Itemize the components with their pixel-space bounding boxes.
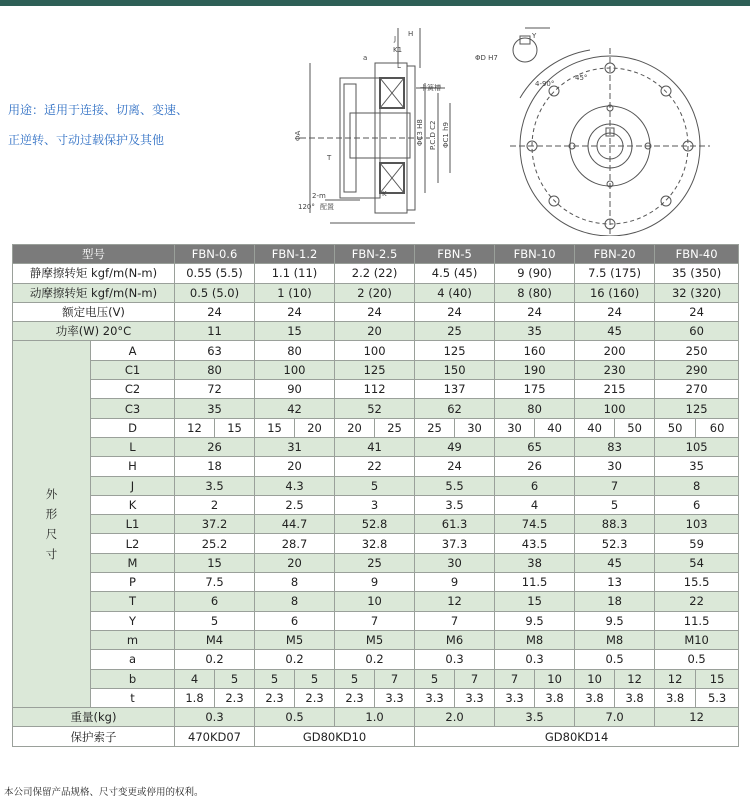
table-cell: 175 <box>495 380 575 399</box>
table-cell: 0.2 <box>335 650 415 669</box>
table-cell: 83 <box>575 437 655 456</box>
table-cell: 0.5 (5.0) <box>175 283 255 302</box>
table-cell: 3.5 <box>415 495 495 514</box>
table-cell: 35 <box>655 457 739 476</box>
dimension-label: Y <box>91 611 175 630</box>
table-cell: 25.2 <box>175 534 255 553</box>
table-row-collar <box>13 727 739 746</box>
table-cell: 3.5 <box>495 708 575 727</box>
table-cell: 12 <box>655 669 696 688</box>
table-cell: 5 <box>335 476 415 495</box>
table-cell: 43.5 <box>495 534 575 553</box>
table-cell: 22 <box>655 592 739 611</box>
table-cell: 0.5 <box>255 708 335 727</box>
table-cell: 74.5 <box>495 515 575 534</box>
table-row <box>13 650 739 669</box>
dimension-group-char: 外 <box>45 487 58 502</box>
table-cell: 37.2 <box>175 515 255 534</box>
table-cell: 62 <box>415 399 495 418</box>
table-cell: 190 <box>495 360 575 379</box>
table-cell: 0.5 <box>575 650 655 669</box>
table-cell: 88.3 <box>575 515 655 534</box>
table-row <box>13 534 739 553</box>
dimension-group-char: 寸 <box>45 547 58 562</box>
table-cell: M5 <box>255 630 335 649</box>
dimension-group-char: 形 <box>45 507 58 522</box>
header-col: FBN-5 <box>415 245 495 264</box>
table-cell: 1.0 <box>335 708 415 727</box>
table-cell: 7.5 <box>175 573 255 592</box>
table-cell: 105 <box>655 437 739 456</box>
header-col: FBN-0.6 <box>175 245 255 264</box>
drawing-label-D: ΦD H7 <box>475 54 498 62</box>
table-cell: 125 <box>655 399 739 418</box>
dimension-label: P <box>91 573 175 592</box>
table-cell: 2.3 <box>255 688 295 707</box>
table-cell: 3.3 <box>415 688 455 707</box>
table-cell: 112 <box>335 380 415 399</box>
table-cell: 38 <box>495 553 575 572</box>
table-cell: 32.8 <box>335 534 415 553</box>
row-label: 静摩擦转矩 kgf/m(N-m) <box>13 264 175 283</box>
table-cell: 9.5 <box>495 611 575 630</box>
table-row <box>13 573 739 592</box>
table-cell: 0.3 <box>415 650 495 669</box>
table-cell: 7.5 (175) <box>575 264 655 283</box>
table-cell: 20 <box>335 322 415 341</box>
table-cell: 65 <box>495 437 575 456</box>
header-col: FBN-40 <box>655 245 739 264</box>
table-cell: GD80KD14 <box>415 727 739 746</box>
table-cell: 41 <box>335 437 415 456</box>
technical-drawings <box>270 8 750 236</box>
table-row <box>13 418 739 437</box>
table-cell: 11.5 <box>495 573 575 592</box>
table-row <box>13 495 739 514</box>
table-cell: 24 <box>335 302 415 321</box>
table-cell: 26 <box>495 457 575 476</box>
drawing-label-Y: Y <box>532 32 537 40</box>
table-cell: 7 <box>495 669 535 688</box>
table-cell: 10 <box>535 669 575 688</box>
table-cell: 160 <box>495 341 575 360</box>
table-cell: 45 <box>575 553 655 572</box>
table-cell: 137 <box>415 380 495 399</box>
table-row <box>13 380 739 399</box>
table-cell: 3.3 <box>375 688 415 707</box>
table-cell: 4 <box>495 495 575 514</box>
table-cell: 5 <box>415 669 455 688</box>
table-cell: 7.0 <box>575 708 655 727</box>
table-cell: 31 <box>255 437 335 456</box>
dimension-label: K <box>91 495 175 514</box>
front-view-drawing <box>510 28 710 236</box>
table-cell: 3.8 <box>575 688 615 707</box>
table-cell: 15 <box>495 592 575 611</box>
table-cell: 52 <box>335 399 415 418</box>
footer-note: 本公司保留产品规格、尺寸变更或停用的权利。 <box>4 787 204 798</box>
table-row <box>13 283 739 302</box>
table-cell: 24 <box>575 302 655 321</box>
dimension-label: C2 <box>91 380 175 399</box>
table-cell: 52.3 <box>575 534 655 553</box>
table-cell: 25 <box>415 322 495 341</box>
table-cell: 9 <box>415 573 495 592</box>
table-cell: 6 <box>255 611 335 630</box>
table-cell: 2 (20) <box>335 283 415 302</box>
table-cell: 20 <box>335 418 375 437</box>
drawing-label-45: 45° <box>575 74 588 82</box>
spec-table-body <box>13 245 739 747</box>
row-label: 保护索子 <box>13 727 175 746</box>
drawing-label-circlip: 卡簧槽 <box>420 84 441 92</box>
dimension-label: L1 <box>91 515 175 534</box>
table-cell: 52.8 <box>335 515 415 534</box>
table-cell: 100 <box>255 360 335 379</box>
table-cell: 44.7 <box>255 515 335 534</box>
table-cell: 20 <box>295 418 335 437</box>
table-row <box>13 264 739 283</box>
table-header-row <box>13 245 739 264</box>
table-cell: 40 <box>535 418 575 437</box>
table-cell: 0.2 <box>175 650 255 669</box>
table-cell: 290 <box>655 360 739 379</box>
header-col: FBN-10 <box>495 245 575 264</box>
table-cell: 24 <box>415 457 495 476</box>
table-cell: 49 <box>415 437 495 456</box>
table-cell: 12 <box>615 669 655 688</box>
table-cell: 2.2 (22) <box>335 264 415 283</box>
table-row-weight <box>13 708 739 727</box>
drawing-label-T: T <box>327 154 332 162</box>
table-cell: 3.3 <box>455 688 495 707</box>
table-cell: 1.1 (11) <box>255 264 335 283</box>
table-cell: 45 <box>575 322 655 341</box>
table-cell: 2.3 <box>335 688 375 707</box>
table-cell: 2.3 <box>215 688 255 707</box>
table-cell: 9.5 <box>575 611 655 630</box>
table-cell: 2.0 <box>415 708 495 727</box>
table-cell: 20 <box>255 457 335 476</box>
table-row <box>13 399 739 418</box>
table-cell: 1.8 <box>175 688 215 707</box>
table-cell: 6 <box>175 592 255 611</box>
table-cell: 8 <box>655 476 739 495</box>
drawing-label-a: a <box>363 54 368 62</box>
header-model: 型号 <box>13 245 175 264</box>
table-cell: 5 <box>215 669 255 688</box>
table-cell: 80 <box>495 399 575 418</box>
header-col: FBN-2.5 <box>335 245 415 264</box>
table-cell: 8 (80) <box>495 283 575 302</box>
table-cell: 80 <box>175 360 255 379</box>
table-cell: 60 <box>696 418 739 437</box>
table-cell: 5 <box>575 495 655 514</box>
table-cell: 30 <box>575 457 655 476</box>
drawing-label-c1: ΦC1 h9 <box>442 122 450 148</box>
table-row <box>13 669 739 688</box>
table-row <box>13 437 739 456</box>
table-cell: 12 <box>175 418 215 437</box>
table-cell: 24 <box>255 302 335 321</box>
table-cell: 24 <box>495 302 575 321</box>
table-cell: 0.5 <box>655 650 739 669</box>
table-cell: 50 <box>615 418 655 437</box>
drawing-label-c3: ΦC3 H8 <box>416 119 424 146</box>
dimension-label: L <box>91 437 175 456</box>
table-row <box>13 476 739 495</box>
table-cell: 26 <box>175 437 255 456</box>
drawing-label-K1: K1 <box>393 46 403 54</box>
table-cell: 25 <box>415 418 455 437</box>
drawing-label-phiA: ΦA <box>294 130 302 141</box>
table-row <box>13 592 739 611</box>
table-cell: 37.3 <box>415 534 495 553</box>
table-cell: M10 <box>655 630 739 649</box>
table-cell: 28.7 <box>255 534 335 553</box>
dimension-label: m <box>91 630 175 649</box>
dimension-group-char: 尺 <box>45 527 58 542</box>
table-cell: 4 (40) <box>415 283 495 302</box>
dimension-label: t <box>91 688 175 707</box>
dimension-label: C1 <box>91 360 175 379</box>
table-cell: 4.5 (45) <box>415 264 495 283</box>
table-cell: 100 <box>335 341 415 360</box>
table-cell: 0.3 <box>495 650 575 669</box>
table-cell: 4.3 <box>255 476 335 495</box>
table-cell: 15 <box>255 322 335 341</box>
table-cell: 10 <box>575 669 615 688</box>
table-cell: 3.8 <box>535 688 575 707</box>
usage-line-1: 用途：适用于连接、切离、变速、 <box>8 103 189 117</box>
table-cell: 30 <box>495 418 535 437</box>
dimension-label: T <box>91 592 175 611</box>
table-cell: 4 <box>175 669 215 688</box>
table-cell: 24 <box>655 302 739 321</box>
table-cell: M4 <box>175 630 255 649</box>
table-cell: 15 <box>215 418 255 437</box>
table-cell: 8 <box>255 592 335 611</box>
drawing-label-L: L <box>397 62 401 70</box>
table-row <box>13 322 739 341</box>
table-cell: 7 <box>415 611 495 630</box>
table-cell: 12 <box>655 708 739 727</box>
table-cell: 3.3 <box>495 688 535 707</box>
table-cell: 9 <box>335 573 415 592</box>
table-cell: 2 <box>175 495 255 514</box>
table-cell: 5 <box>295 669 335 688</box>
table-cell: 16 (160) <box>575 283 655 302</box>
table-cell: 215 <box>575 380 655 399</box>
dimension-group-label <box>13 341 91 708</box>
drawing-label-4x90: 4-90° <box>535 80 555 88</box>
table-cell: 5.5 <box>415 476 495 495</box>
table-cell: 5.3 <box>696 688 739 707</box>
drawing-label-K: K <box>382 190 387 198</box>
table-cell: 50 <box>655 418 696 437</box>
table-cell: 270 <box>655 380 739 399</box>
table-cell: 125 <box>335 360 415 379</box>
table-cell: 15.5 <box>655 573 739 592</box>
table-cell: 230 <box>575 360 655 379</box>
table-cell: 20 <box>255 553 335 572</box>
table-row <box>13 360 739 379</box>
drawing-label-H: H <box>408 30 414 38</box>
table-cell: 63 <box>175 341 255 360</box>
table-cell: 54 <box>655 553 739 572</box>
table-cell: 61.3 <box>415 515 495 534</box>
dimension-label: D <box>91 418 175 437</box>
table-cell: 200 <box>575 341 655 360</box>
drawing-label-120: 120° <box>298 203 315 211</box>
table-cell: 470KD07 <box>175 727 255 746</box>
dimension-label: L2 <box>91 534 175 553</box>
table-cell: 25 <box>375 418 415 437</box>
table-row <box>13 630 739 649</box>
table-cell: 250 <box>655 341 739 360</box>
table-cell: 100 <box>575 399 655 418</box>
table-cell: 3.8 <box>615 688 655 707</box>
table-cell: 0.3 <box>175 708 255 727</box>
table-cell: 3 <box>335 495 415 514</box>
usage-line-2: 正逆转、寸动过载保护及其他 <box>8 133 165 147</box>
table-cell: 32 (320) <box>655 283 739 302</box>
table-cell: 10 <box>335 592 415 611</box>
table-cell: 7 <box>375 669 415 688</box>
header-col: FBN-20 <box>575 245 655 264</box>
table-row <box>13 611 739 630</box>
table-cell: 30 <box>415 553 495 572</box>
dimension-label: a <box>91 650 175 669</box>
table-cell: 6 <box>495 476 575 495</box>
table-cell: 3.8 <box>655 688 696 707</box>
dimension-label: M <box>91 553 175 572</box>
table-cell: 35 <box>495 322 575 341</box>
table-cell: 24 <box>175 302 255 321</box>
table-cell: 42 <box>255 399 335 418</box>
table-cell: 5 <box>255 669 295 688</box>
table-cell: 0.2 <box>255 650 335 669</box>
table-cell: GD80KD10 <box>255 727 415 746</box>
table-cell: 2.5 <box>255 495 335 514</box>
table-cell: 72 <box>175 380 255 399</box>
table-cell: 15 <box>696 669 739 688</box>
table-cell: 11.5 <box>655 611 739 630</box>
row-label: 额定电压(V) <box>13 302 175 321</box>
top-accent-bar <box>0 0 750 6</box>
table-cell: 30 <box>455 418 495 437</box>
table-cell: 11 <box>175 322 255 341</box>
table-cell: 125 <box>415 341 495 360</box>
table-cell: 15 <box>175 553 255 572</box>
table-cell: 90 <box>255 380 335 399</box>
table-row <box>13 341 739 360</box>
table-cell: 5 <box>175 611 255 630</box>
header-col: FBN-1.2 <box>255 245 335 264</box>
table-row <box>13 688 739 707</box>
drawing-label-pcd: P.C.D C2 <box>429 120 437 150</box>
table-cell: 2.3 <box>295 688 335 707</box>
table-cell: 22 <box>335 457 415 476</box>
table-cell: 80 <box>255 341 335 360</box>
table-cell: 18 <box>575 592 655 611</box>
table-cell: 103 <box>655 515 739 534</box>
table-cell: 25 <box>335 553 415 572</box>
dimension-label: H <box>91 457 175 476</box>
table-cell: 9 (90) <box>495 264 575 283</box>
table-cell: 7 <box>335 611 415 630</box>
table-cell: M8 <box>495 630 575 649</box>
dimension-label: C3 <box>91 399 175 418</box>
table-cell: M5 <box>335 630 415 649</box>
table-row <box>13 457 739 476</box>
table-cell: 35 (350) <box>655 264 739 283</box>
table-cell: 7 <box>575 476 655 495</box>
table-cell: 3.5 <box>175 476 255 495</box>
dimension-label: A <box>91 341 175 360</box>
drawing-label-J: J <box>394 35 397 43</box>
spec-table <box>12 244 739 747</box>
table-cell: 24 <box>415 302 495 321</box>
table-cell: 59 <box>655 534 739 553</box>
table-row <box>13 553 739 572</box>
table-cell: 150 <box>415 360 495 379</box>
row-label: 功率(W) 20°C <box>13 322 175 341</box>
table-cell: 7 <box>455 669 495 688</box>
table-cell: 18 <box>175 457 255 476</box>
table-cell: 6 <box>655 495 739 514</box>
table-cell: M6 <box>415 630 495 649</box>
table-cell: 0.55 (5.5) <box>175 264 255 283</box>
table-cell: 35 <box>175 399 255 418</box>
row-label: 动摩擦转矩 kgf/m(N-m) <box>13 283 175 302</box>
table-cell: M8 <box>575 630 655 649</box>
table-cell: 12 <box>415 592 495 611</box>
dimension-label: b <box>91 669 175 688</box>
table-row <box>13 302 739 321</box>
table-row <box>13 515 739 534</box>
table-cell: 60 <box>655 322 739 341</box>
row-label: 重量(kg) <box>13 708 175 727</box>
table-cell: 15 <box>255 418 295 437</box>
table-cell: 40 <box>575 418 615 437</box>
dimension-label: J <box>91 476 175 495</box>
table-cell: 5 <box>335 669 375 688</box>
table-cell: 1 (10) <box>255 283 335 302</box>
table-cell: 13 <box>575 573 655 592</box>
table-cell: 8 <box>255 573 335 592</box>
drawing-label-2m: 2-m <box>312 192 326 200</box>
drawing-label-config: 配置 <box>320 203 334 211</box>
